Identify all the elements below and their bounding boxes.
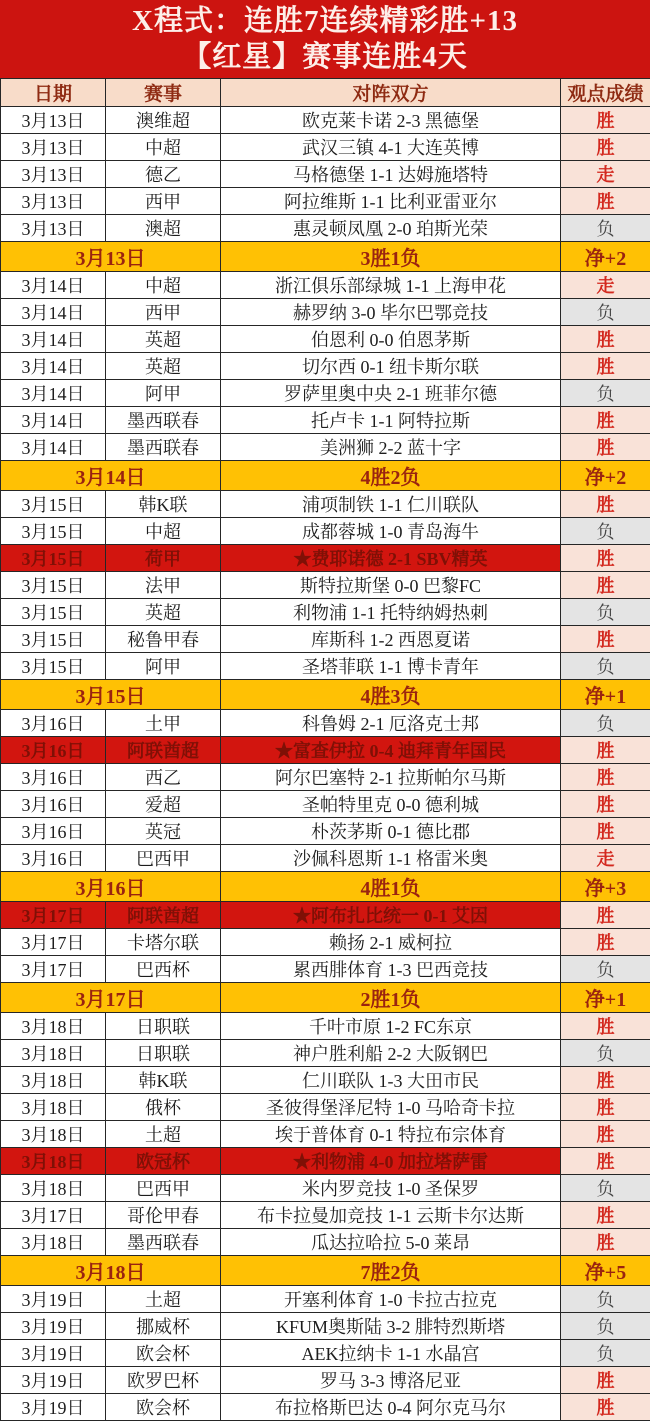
match-result: 胜 — [561, 737, 650, 764]
match-row — [1, 902, 650, 929]
match-row — [1, 545, 650, 572]
match-row — [1, 1286, 650, 1313]
summary-date: 3月16日 — [1, 872, 221, 902]
match-date: 3月15日 — [1, 599, 106, 626]
match-result: 胜 — [561, 1013, 650, 1040]
match-row — [1, 491, 650, 518]
match-result: 胜 — [561, 353, 650, 380]
match-league: 阿联酋超 — [106, 902, 221, 929]
match-date: 3月16日 — [1, 791, 106, 818]
match-result: 负 — [561, 1286, 650, 1313]
match-row — [1, 1340, 650, 1367]
match-league: 德乙 — [106, 161, 221, 188]
match-result: 胜 — [561, 1094, 650, 1121]
match-date: 3月14日 — [1, 353, 106, 380]
match-result: 胜 — [561, 1202, 650, 1229]
match-score: 马格德堡 1-1 达姆施塔特 — [221, 161, 561, 188]
match-result: 胜 — [561, 1367, 650, 1394]
match-row — [1, 710, 650, 737]
match-score: 圣帕特里克 0-0 德利城 — [221, 791, 561, 818]
match-row — [1, 1175, 650, 1202]
match-league: 爱超 — [106, 791, 221, 818]
day-summary-row — [1, 1256, 650, 1286]
match-league: 墨西联春 — [106, 1229, 221, 1256]
match-date: 3月14日 — [1, 326, 106, 353]
match-row — [1, 353, 650, 380]
match-date: 3月16日 — [1, 710, 106, 737]
match-league: 挪威杯 — [106, 1313, 221, 1340]
match-date: 3月16日 — [1, 845, 106, 872]
summary-record: 4胜2负 — [221, 461, 561, 491]
match-result: 胜 — [561, 326, 650, 353]
match-league: 巴西甲 — [106, 1175, 221, 1202]
summary-date: 3月18日 — [1, 1256, 221, 1286]
match-score: 惠灵顿凤凰 2-0 珀斯光荣 — [221, 215, 561, 242]
match-score: 阿拉维斯 1-1 比利亚雷亚尔 — [221, 188, 561, 215]
match-date: 3月18日 — [1, 1148, 106, 1175]
summary-net: 净+3 — [561, 872, 650, 902]
match-result: 负 — [561, 653, 650, 680]
match-score: 累西腓体育 1-3 巴西竞技 — [221, 956, 561, 983]
match-date: 3月19日 — [1, 1394, 106, 1421]
summary-date: 3月13日 — [1, 242, 221, 272]
match-row — [1, 1229, 650, 1256]
match-score: 米内罗竞技 1-0 圣保罗 — [221, 1175, 561, 1202]
match-league: 欧会杯 — [106, 1340, 221, 1367]
match-league: 英超 — [106, 599, 221, 626]
match-league: 澳超 — [106, 215, 221, 242]
summary-net: 净+1 — [561, 680, 650, 710]
match-score: 瓜达拉哈拉 5-0 莱昂 — [221, 1229, 561, 1256]
match-row — [1, 818, 650, 845]
match-score: ★阿布扎比统一 0-1 艾因 — [221, 902, 561, 929]
match-date: 3月15日 — [1, 653, 106, 680]
match-result: 胜 — [561, 818, 650, 845]
match-row — [1, 407, 650, 434]
match-date: 3月13日 — [1, 107, 106, 134]
match-result: 走 — [561, 845, 650, 872]
match-date: 3月15日 — [1, 545, 106, 572]
match-result: 胜 — [561, 626, 650, 653]
match-date: 3月16日 — [1, 737, 106, 764]
match-row — [1, 599, 650, 626]
match-league: 巴西甲 — [106, 845, 221, 872]
match-row — [1, 572, 650, 599]
match-score: 布拉格斯巴达 0-4 阿尔克马尔 — [221, 1394, 561, 1421]
match-result: 负 — [561, 710, 650, 737]
match-score: ★费耶诺德 2-1 SBV精英 — [221, 545, 561, 572]
match-league: 土超 — [106, 1286, 221, 1313]
match-row — [1, 107, 650, 134]
match-league: 澳维超 — [106, 107, 221, 134]
match-date: 3月18日 — [1, 1175, 106, 1202]
match-row — [1, 161, 650, 188]
match-result: 胜 — [561, 902, 650, 929]
match-date: 3月18日 — [1, 1067, 106, 1094]
summary-net: 净+2 — [561, 461, 650, 491]
day-summary-row — [1, 242, 650, 272]
match-date: 3月19日 — [1, 1367, 106, 1394]
match-result: 胜 — [561, 929, 650, 956]
match-league: 中超 — [106, 272, 221, 299]
match-league: 日职联 — [106, 1040, 221, 1067]
match-row — [1, 1094, 650, 1121]
match-league: 土超 — [106, 1121, 221, 1148]
match-date: 3月15日 — [1, 518, 106, 545]
match-league: 卡塔尔联 — [106, 929, 221, 956]
match-row — [1, 791, 650, 818]
match-score: 美洲狮 2-2 蓝十字 — [221, 434, 561, 461]
match-league: 俄杯 — [106, 1094, 221, 1121]
col-header-result: 观点成绩 — [561, 79, 650, 107]
match-row — [1, 326, 650, 353]
col-header-league: 赛事 — [106, 79, 221, 107]
summary-date: 3月15日 — [1, 680, 221, 710]
match-league: 阿甲 — [106, 380, 221, 407]
match-row — [1, 653, 650, 680]
promo-banner-line2: 【红星】赛事连胜4天 — [0, 39, 650, 75]
results-table — [0, 78, 650, 1421]
match-date: 3月18日 — [1, 1040, 106, 1067]
match-league: 法甲 — [106, 572, 221, 599]
match-league: 欧冠杯 — [106, 1148, 221, 1175]
summary-net: 净+2 — [561, 242, 650, 272]
match-score: 托卢卡 1-1 阿特拉斯 — [221, 407, 561, 434]
match-date: 3月16日 — [1, 764, 106, 791]
match-row — [1, 929, 650, 956]
match-result: 走 — [561, 161, 650, 188]
match-league: 荷甲 — [106, 545, 221, 572]
match-score: 布卡拉曼加竞技 1-1 云斯卡尔达斯 — [221, 1202, 561, 1229]
match-date: 3月19日 — [1, 1313, 106, 1340]
day-summary-row — [1, 680, 650, 710]
match-score: 切尔西 0-1 纽卡斯尔联 — [221, 353, 561, 380]
match-date: 3月17日 — [1, 929, 106, 956]
match-date: 3月15日 — [1, 572, 106, 599]
match-score: 斯特拉斯堡 0-0 巴黎FC — [221, 572, 561, 599]
match-result: 胜 — [561, 572, 650, 599]
match-score: 圣彼得堡泽尼特 1-0 马哈奇卡拉 — [221, 1094, 561, 1121]
match-score: 欧克莱卡诺 2-3 黑德堡 — [221, 107, 561, 134]
match-date: 3月18日 — [1, 1229, 106, 1256]
match-row — [1, 518, 650, 545]
match-result: 负 — [561, 518, 650, 545]
match-row — [1, 1202, 650, 1229]
match-league: 西甲 — [106, 299, 221, 326]
match-score: 开塞利体育 1-0 卡拉古拉克 — [221, 1286, 561, 1313]
match-row — [1, 845, 650, 872]
promo-banner — [0, 0, 650, 78]
match-date: 3月13日 — [1, 161, 106, 188]
match-date: 3月14日 — [1, 407, 106, 434]
match-date: 3月15日 — [1, 491, 106, 518]
match-score: 罗萨里奥中央 2-1 班菲尔德 — [221, 380, 561, 407]
match-result: 胜 — [561, 1148, 650, 1175]
match-score: 浙江俱乐部绿城 1-1 上海申花 — [221, 272, 561, 299]
match-league: 英超 — [106, 326, 221, 353]
day-summary-row — [1, 872, 650, 902]
match-result: 胜 — [561, 545, 650, 572]
match-date: 3月14日 — [1, 380, 106, 407]
match-score: 仁川联队 1-3 大田市民 — [221, 1067, 561, 1094]
match-row — [1, 134, 650, 161]
match-result: 负 — [561, 599, 650, 626]
match-league: 土甲 — [106, 710, 221, 737]
table-header-row — [1, 79, 650, 107]
match-score: 伯恩利 0-0 伯恩茅斯 — [221, 326, 561, 353]
match-league: 秘鲁甲春 — [106, 626, 221, 653]
match-score: 利物浦 1-1 托特纳姆热刺 — [221, 599, 561, 626]
match-row — [1, 1148, 650, 1175]
summary-date: 3月17日 — [1, 983, 221, 1013]
match-date: 3月18日 — [1, 1121, 106, 1148]
match-result: 胜 — [561, 491, 650, 518]
match-date: 3月16日 — [1, 818, 106, 845]
match-row — [1, 1067, 650, 1094]
match-result: 负 — [561, 1313, 650, 1340]
match-result: 胜 — [561, 188, 650, 215]
match-score: 千叶市原 1-2 FC东京 — [221, 1013, 561, 1040]
match-result: 负 — [561, 380, 650, 407]
match-league: 欧会杯 — [106, 1394, 221, 1421]
summary-net: 净+1 — [561, 983, 650, 1013]
match-row — [1, 764, 650, 791]
match-row — [1, 1367, 650, 1394]
match-result: 负 — [561, 956, 650, 983]
summary-date: 3月14日 — [1, 461, 221, 491]
match-date: 3月13日 — [1, 134, 106, 161]
match-date: 3月17日 — [1, 902, 106, 929]
match-date: 3月17日 — [1, 956, 106, 983]
match-result: 负 — [561, 1040, 650, 1067]
match-score: 罗马 3-3 博洛尼亚 — [221, 1367, 561, 1394]
match-league: 阿甲 — [106, 653, 221, 680]
match-league: 哥伦甲春 — [106, 1202, 221, 1229]
match-result: 走 — [561, 272, 650, 299]
match-result: 胜 — [561, 407, 650, 434]
match-score: 武汉三镇 4-1 大连英博 — [221, 134, 561, 161]
match-row — [1, 1121, 650, 1148]
match-league: 墨西联春 — [106, 434, 221, 461]
match-league: 韩K联 — [106, 1067, 221, 1094]
match-result: 负 — [561, 1340, 650, 1367]
summary-record: 3胜1负 — [221, 242, 561, 272]
promo-banner-line1: X程式：连胜7连续精彩胜+13 — [0, 3, 650, 39]
match-score: ★富查伊拉 0-4 迪拜青年国民 — [221, 737, 561, 764]
match-league: 欧罗巴杯 — [106, 1367, 221, 1394]
match-date: 3月18日 — [1, 1013, 106, 1040]
match-score: 赫罗纳 3-0 毕尔巴鄂竞技 — [221, 299, 561, 326]
match-score: ★利物浦 4-0 加拉塔萨雷 — [221, 1148, 561, 1175]
match-result: 胜 — [561, 1394, 650, 1421]
match-result: 胜 — [561, 434, 650, 461]
summary-record: 7胜2负 — [221, 1256, 561, 1286]
day-summary-row — [1, 461, 650, 491]
match-date: 3月13日 — [1, 188, 106, 215]
match-score: 浦项制铁 1-1 仁川联队 — [221, 491, 561, 518]
match-result: 胜 — [561, 1229, 650, 1256]
summary-record: 4胜1负 — [221, 872, 561, 902]
match-league: 西乙 — [106, 764, 221, 791]
match-score: 赖扬 2-1 威柯拉 — [221, 929, 561, 956]
match-row — [1, 299, 650, 326]
match-row — [1, 737, 650, 764]
match-row — [1, 1013, 650, 1040]
match-row — [1, 215, 650, 242]
match-row — [1, 956, 650, 983]
match-score: 朴茨茅斯 0-1 德比郡 — [221, 818, 561, 845]
match-date: 3月14日 — [1, 434, 106, 461]
match-row — [1, 1040, 650, 1067]
match-score: 科鲁姆 2-1 厄洛克士邦 — [221, 710, 561, 737]
match-league: 巴西杯 — [106, 956, 221, 983]
match-score: 埃于普体育 0-1 特拉布宗体育 — [221, 1121, 561, 1148]
match-result: 胜 — [561, 791, 650, 818]
match-result: 胜 — [561, 134, 650, 161]
match-result: 负 — [561, 215, 650, 242]
match-score: 库斯科 1-2 西恩夏诺 — [221, 626, 561, 653]
match-row — [1, 1313, 650, 1340]
match-score: KFUM奥斯陆 3-2 腓特烈斯塔 — [221, 1313, 561, 1340]
match-score: 神户胜利船 2-2 大阪钢巴 — [221, 1040, 561, 1067]
match-result: 胜 — [561, 1121, 650, 1148]
match-date: 3月18日 — [1, 1094, 106, 1121]
match-league: 英冠 — [106, 818, 221, 845]
match-result: 负 — [561, 299, 650, 326]
match-league: 日职联 — [106, 1013, 221, 1040]
match-league: 墨西联春 — [106, 407, 221, 434]
match-row — [1, 188, 650, 215]
match-result: 胜 — [561, 764, 650, 791]
match-date: 3月17日 — [1, 1202, 106, 1229]
match-date: 3月15日 — [1, 626, 106, 653]
col-header-match: 对阵双方 — [221, 79, 561, 107]
day-summary-row — [1, 983, 650, 1013]
match-row — [1, 434, 650, 461]
match-score: 阿尔巴塞特 2-1 拉斯帕尔马斯 — [221, 764, 561, 791]
summary-record: 2胜1负 — [221, 983, 561, 1013]
match-score: 沙佩科恩斯 1-1 格雷米奥 — [221, 845, 561, 872]
match-league: 韩K联 — [106, 491, 221, 518]
match-date: 3月14日 — [1, 299, 106, 326]
match-date: 3月19日 — [1, 1340, 106, 1367]
summary-record: 4胜3负 — [221, 680, 561, 710]
col-header-date: 日期 — [1, 79, 106, 107]
match-date: 3月13日 — [1, 215, 106, 242]
match-row — [1, 272, 650, 299]
match-league: 中超 — [106, 134, 221, 161]
match-row — [1, 380, 650, 407]
match-result: 胜 — [561, 1067, 650, 1094]
match-score: 成都蓉城 1-0 青岛海牛 — [221, 518, 561, 545]
match-score: 圣塔菲联 1-1 博卡青年 — [221, 653, 561, 680]
match-date: 3月19日 — [1, 1286, 106, 1313]
match-league: 西甲 — [106, 188, 221, 215]
match-date: 3月14日 — [1, 272, 106, 299]
match-row — [1, 626, 650, 653]
summary-net: 净+5 — [561, 1256, 650, 1286]
match-row — [1, 1394, 650, 1421]
match-league: 英超 — [106, 353, 221, 380]
match-league: 阿联酋超 — [106, 737, 221, 764]
match-result: 负 — [561, 1175, 650, 1202]
match-score: AEK拉纳卡 1-1 水晶宫 — [221, 1340, 561, 1367]
match-result: 胜 — [561, 107, 650, 134]
match-league: 中超 — [106, 518, 221, 545]
